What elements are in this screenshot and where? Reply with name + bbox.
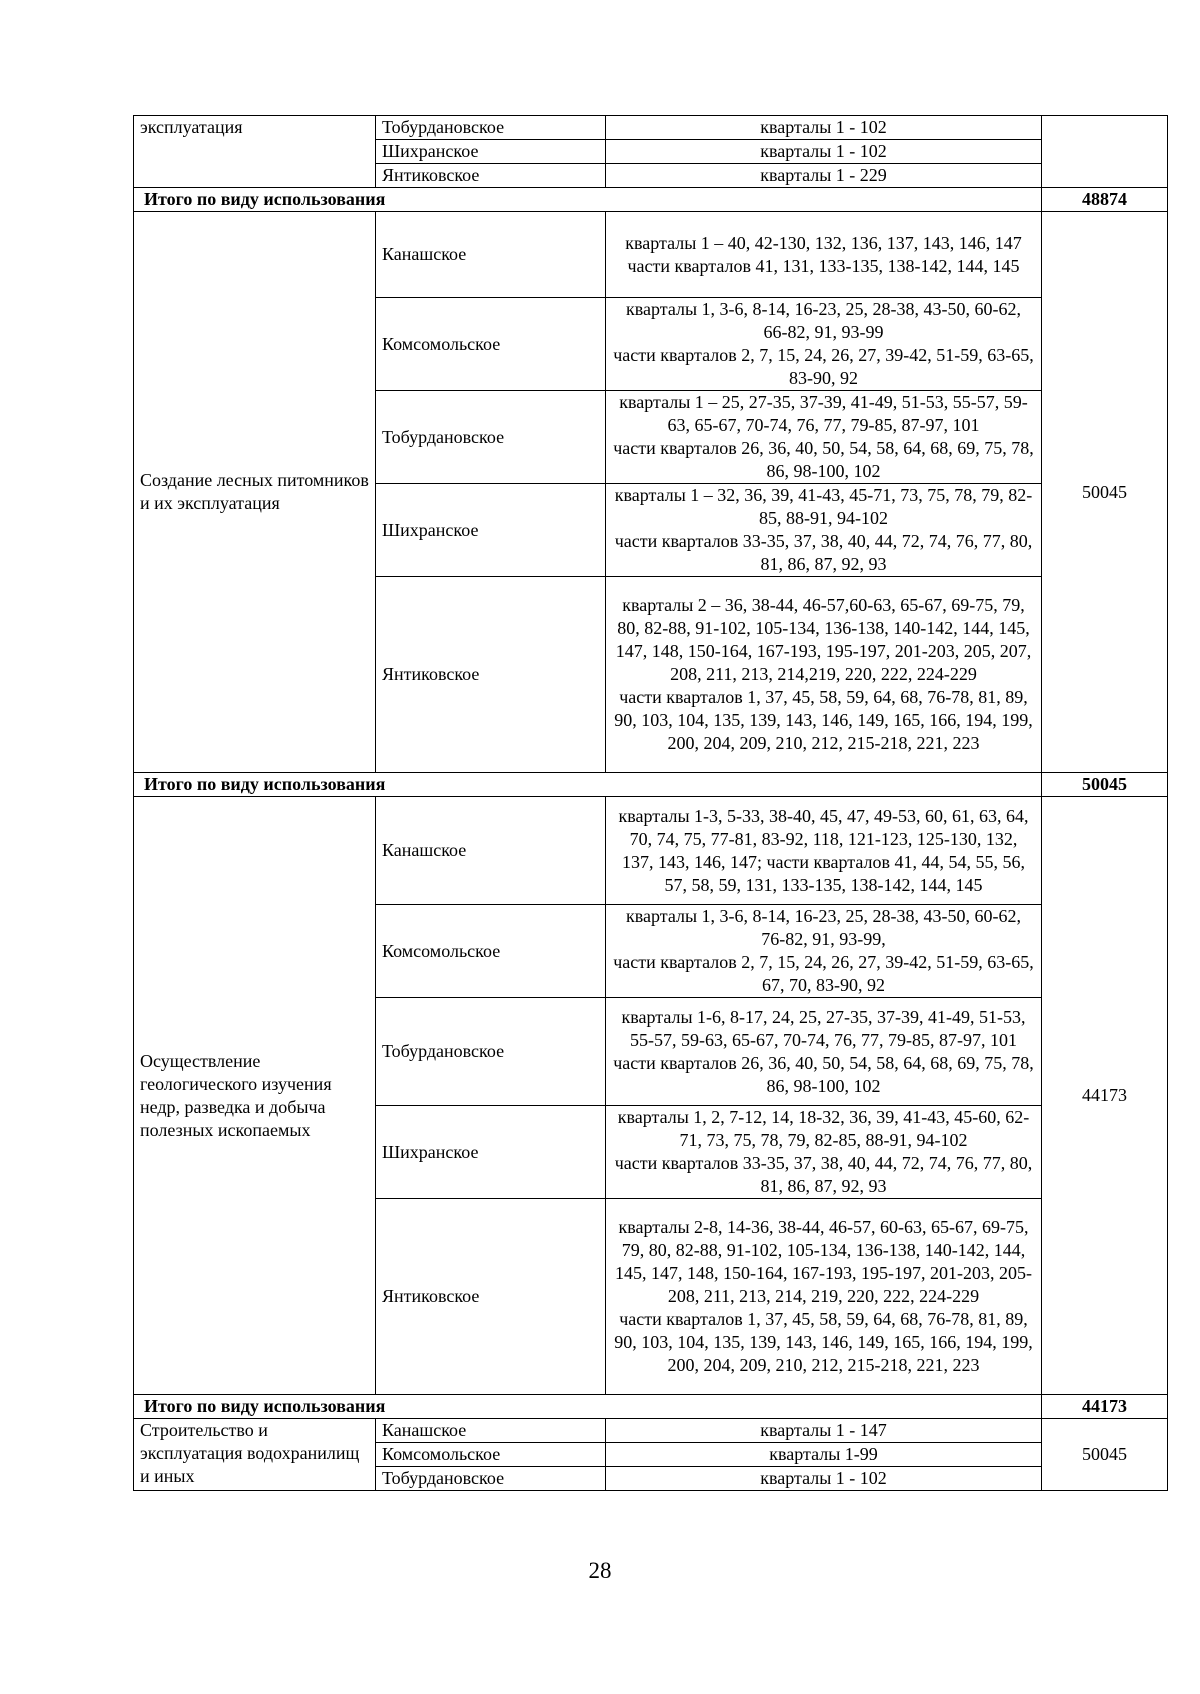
use-type-cell: Строительство и эксплуатация водохранилищ и иных — [134, 1419, 376, 1491]
quarters-cell: кварталы 1 - 147 — [606, 1419, 1042, 1443]
forest-use-table — [133, 115, 1168, 1491]
quarters-cell: кварталы 1-99 — [606, 1443, 1042, 1467]
quarters-cell: кварталы 1 – 25, 27-35, 37-39, 41-49, 51-53, 55-57, 59-63, 65-67, 70-74, 76, 77, 79-85, 87-97, 101 части кварталов 26, 36, 40, 50, 54, 58, 64, 68, 69, 75, 78, 86, 98-100, 102 — [606, 391, 1042, 484]
total-value: 50045 — [1042, 773, 1168, 797]
quarters-cell: кварталы 1 - 102 — [606, 140, 1042, 164]
quarters-cell: кварталы 1 - 102 — [606, 1467, 1042, 1491]
area-cell — [1042, 116, 1168, 188]
area-cell: 50045 — [1042, 212, 1168, 773]
use-type-cell: Создание лесных питомников и их эксплуатация — [134, 212, 376, 773]
quarters-cell: кварталы 1, 3-6, 8-14, 16-23, 25, 28-38, 43-50, 60-62, 76-82, 91, 93-99, части кварталов 2, 7, 15, 24, 26, 27, 39-42, 51-59, 63-65, 67, 70, 83-90, 92 — [606, 905, 1042, 998]
total-row — [134, 188, 1168, 212]
table-row — [134, 1419, 1168, 1443]
total-label: Итого по виду использования — [134, 188, 1042, 212]
forestry-cell: Тобурдановское — [376, 391, 606, 484]
quarters-cell: кварталы 1 - 102 — [606, 116, 1042, 140]
forestry-cell: Канашское — [376, 797, 606, 905]
table-row — [134, 116, 1168, 140]
quarters-cell: кварталы 1-3, 5-33, 38-40, 45, 47, 49-53, 60, 61, 63, 64, 70, 74, 75, 77-81, 83-92, 118, 121-123, 125-130, 132, 137, 143, 146, 147; части кварталов 41, 44, 54, 55, 56, 57, 58, 59, 131, 133-135, 138-142, 144, 145 — [606, 797, 1042, 905]
total-label: Итого по виду использования — [134, 773, 1042, 797]
total-label: Итого по виду использования — [134, 1395, 1042, 1419]
forestry-cell: Канашское — [376, 1419, 606, 1443]
forestry-cell: Янтиковское — [376, 577, 606, 773]
quarters-cell: кварталы 2 – 36, 38-44, 46-57,60-63, 65-67, 69-75, 79, 80, 82-88, 91-102, 105-134, 136-138, 140-142, 144, 145, 147, 148, 150-164, 167-193, 195-197, 201-203, 205, 207, 208, 211, 213, 214,219, 220, 222, 224-229 части кварталов 1, 37, 45, 58, 59, 64, 68, 76-78, 81, 89, 90, 103, 104, 135, 139, 143, 146, 149, 165, 166, 194, 199, 200, 204, 209, 210, 212, 215-218, 221, 223 — [606, 577, 1042, 773]
page-number: 28 — [588, 1558, 612, 1583]
area-cell: 44173 — [1042, 797, 1168, 1395]
use-type-cell: Осуществление геологического изучения недр, разведка и добыча полезных ископаемых — [134, 797, 376, 1395]
total-row — [134, 773, 1168, 797]
forestry-cell: Шихранское — [376, 1106, 606, 1199]
forestry-cell: Шихранское — [376, 484, 606, 577]
use-type-cell: эксплуатация — [134, 116, 376, 188]
total-row — [134, 1395, 1168, 1419]
quarters-cell: кварталы 1, 3-6, 8-14, 16-23, 25, 28-38, 43-50, 60-62, 66-82, 91, 93-99 части кварталов 2, 7, 15, 24, 26, 27, 39-42, 51-59, 63-65, 83-90, 92 — [606, 298, 1042, 391]
forestry-cell: Янтиковское — [376, 1199, 606, 1395]
forestry-cell: Янтиковское — [376, 164, 606, 188]
forestry-cell: Тобурдановское — [376, 116, 606, 140]
quarters-cell: кварталы 2-8, 14-36, 38-44, 46-57, 60-63, 65-67, 69-75, 79, 80, 82-88, 91-102, 105-134, 136-138, 140-142, 144, 145, 147, 148, 150-164, 167-193, 195-197, 201-203, 205-208, 211, 213, 214, 219, 220, 222, 224-229 части кварталов 1, 37, 45, 58, 59, 64, 68, 76-78, 81, 89, 90, 103, 104, 135, 139, 143, 146, 149, 165, 166, 194, 199, 200, 204, 209, 210, 212, 215-218, 221, 223 — [606, 1199, 1042, 1395]
quarters-cell: кварталы 1-6, 8-17, 24, 25, 27-35, 37-39, 41-49, 51-53, 55-57, 59-63, 65-67, 70-74, 76, 77, 79-85, 87-97, 101 части кварталов 26, 36, 40, 50, 54, 58, 64, 68, 69, 75, 78, 86, 98-100, 102 — [606, 998, 1042, 1106]
forestry-cell: Комсомольское — [376, 1443, 606, 1467]
total-value: 44173 — [1042, 1395, 1168, 1419]
quarters-cell: кварталы 1 - 229 — [606, 164, 1042, 188]
forestry-cell: Комсомольское — [376, 905, 606, 998]
quarters-cell: кварталы 1 – 40, 42-130, 132, 136, 137, 143, 146, 147 части кварталов 41, 131, 133-135, 138-142, 144, 145 — [606, 212, 1042, 298]
area-cell: 50045 — [1042, 1419, 1168, 1491]
forestry-cell: Тобурдановское — [376, 1467, 606, 1491]
forestry-cell: Шихранское — [376, 140, 606, 164]
forestry-cell: Канашское — [376, 212, 606, 298]
table-row — [134, 212, 1168, 298]
quarters-cell: кварталы 1, 2, 7-12, 14, 18-32, 36, 39, 41-43, 45-60, 62-71, 73, 75, 78, 79, 82-85, 88-91, 94-102 части кварталов 33-35, 37, 38, 40, 44, 72, 74, 76, 77, 80, 81, 86, 87, 92, 93 — [606, 1106, 1042, 1199]
total-value: 48874 — [1042, 188, 1168, 212]
quarters-cell: кварталы 1 – 32, 36, 39, 41-43, 45-71, 73, 75, 78, 79, 82-85, 88-91, 94-102 части кварталов 33-35, 37, 38, 40, 44, 72, 74, 76, 77, 80, 81, 86, 87, 92, 93 — [606, 484, 1042, 577]
table-row — [134, 797, 1168, 905]
forestry-cell: Тобурдановское — [376, 998, 606, 1106]
forestry-cell: Комсомольское — [376, 298, 606, 391]
